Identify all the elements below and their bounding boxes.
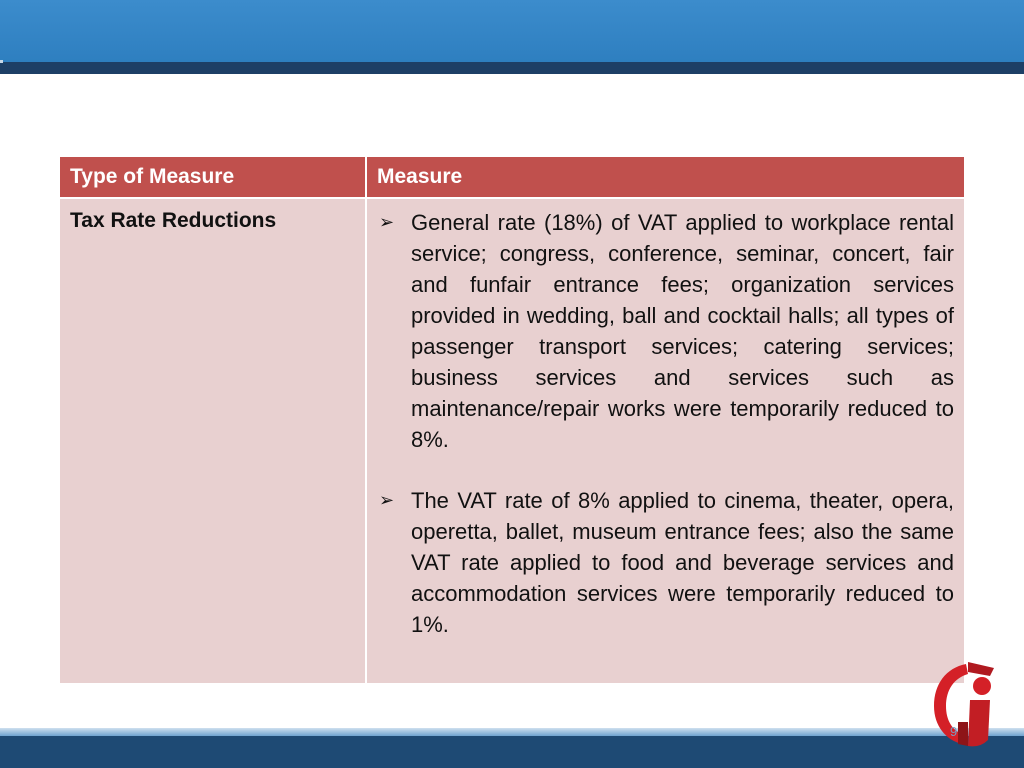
footer-band <box>0 736 1024 768</box>
institution-logo-icon <box>928 660 1000 750</box>
header-band <box>0 0 1024 62</box>
footer-line <box>0 728 1024 736</box>
measure-description-cell <box>366 198 964 683</box>
column-header-type: Type of Measure <box>60 157 366 198</box>
column-header-measure: Measure <box>366 157 964 198</box>
measure-bullet <box>379 207 954 455</box>
page-number: 9 <box>950 724 958 739</box>
arrow-bullet-icon: ➢ <box>379 490 395 510</box>
table-header-row <box>60 157 964 198</box>
arrow-bullet-icon: ➢ <box>379 212 395 232</box>
header-stripe <box>0 62 1024 74</box>
measure-bullet-text: General rate (18%) of VAT applied to workplace rental service; congress, conference, seminar, concert, fair and funfair entrance fees; organization services provided in wedding, ball and cocktail halls; all types of passenger transport services; catering services; business services and services such as maintenance/repair works were temporarily reduced to 8%. <box>411 210 954 452</box>
table-row <box>60 198 964 683</box>
decorative-tick <box>0 60 3 63</box>
measure-type-cell: Tax Rate Reductions <box>60 198 366 683</box>
measure-bullet <box>379 485 954 640</box>
measures-table <box>60 157 964 683</box>
measure-bullet-text: The VAT rate of 8% applied to cinema, theater, opera, operetta, ballet, museum entrance fees; also the same VAT rate applied to food and beverage services and accommodation services were temporarily reduced to 1%. <box>411 488 954 637</box>
